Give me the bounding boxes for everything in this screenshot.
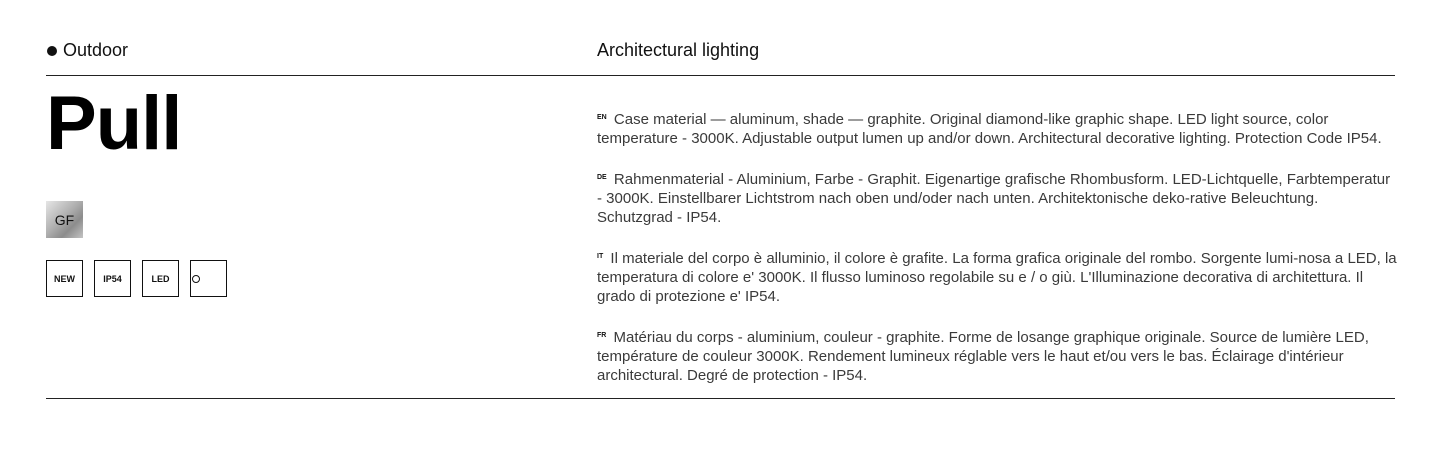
- lang-code-it: IT: [597, 253, 604, 260]
- description-de: [597, 168, 1397, 227]
- ip54-badge: [94, 260, 131, 297]
- ip54-badge-label: IP54: [103, 273, 122, 284]
- description-fr-text: Matériau du corps - aluminium, couleur - graphite. Forme de losange graphique originale. Source de lumière LED, température de couleur 3000K. Rendement lumineux réglable vers le haut et/ou vers le bas. Éclairage d'intérieur architectural. Degré de protection - IP54.: [597, 329, 1369, 384]
- description-en: [597, 108, 1397, 148]
- description-en-text: Case material — aluminum, shade — graphite. Original diamond-like graphic shape. LED light source, color temperature - 3000K. Adjustable output lumen up and/or down. Architectural decorative lighting. Protection Code IP54.: [597, 111, 1382, 147]
- led-badge: [142, 260, 179, 297]
- lang-code-de: DE: [597, 174, 607, 181]
- led-badge-label: LED: [151, 273, 170, 284]
- description-de-text: Rahmenmaterial - Aluminium, Farbe - Graphit. Eigenartige grafische Rhombusform. LED-Lichtquelle, Farbtemperatur - 3000K. Einstellbarer Lichtstrom nach oben und/oder nach unten. Architektonische deko-rative Beleuchtung. Schutzgrad - IP54.: [597, 171, 1391, 226]
- new-badge-label: NEW: [54, 273, 75, 284]
- finish-code: GF: [54, 211, 75, 228]
- category-label: [47, 40, 128, 61]
- description-it: [597, 247, 1397, 306]
- section-title: Architectural lighting: [597, 40, 760, 60]
- feature-badges: [46, 260, 238, 297]
- new-badge: [46, 260, 83, 297]
- light-direction-badge: [190, 260, 227, 297]
- category-text: Outdoor: [63, 40, 129, 60]
- circle-icon: [192, 275, 200, 283]
- bullet-icon: [47, 46, 57, 56]
- description-fr: [597, 326, 1397, 385]
- description-block: [597, 93, 1397, 405]
- description-it-text: Il materiale del corpo è alluminio, il colore è grafite. La forma grafica originale del rombo. Sorgente lumi-nosa a LED, la temperatura di colore e' 3000K. Il flusso luminoso regolabile su e / o giù. L'Illuminazione decorativa di architettura. Il grado di protezione e' IP54.: [597, 250, 1397, 305]
- lang-code-en: EN: [597, 114, 607, 121]
- bottom-divider: [46, 398, 1395, 399]
- product-title: Pull: [46, 81, 182, 166]
- top-divider: [46, 75, 1395, 76]
- finish-swatch: [46, 201, 83, 238]
- lang-code-fr: FR: [597, 332, 607, 339]
